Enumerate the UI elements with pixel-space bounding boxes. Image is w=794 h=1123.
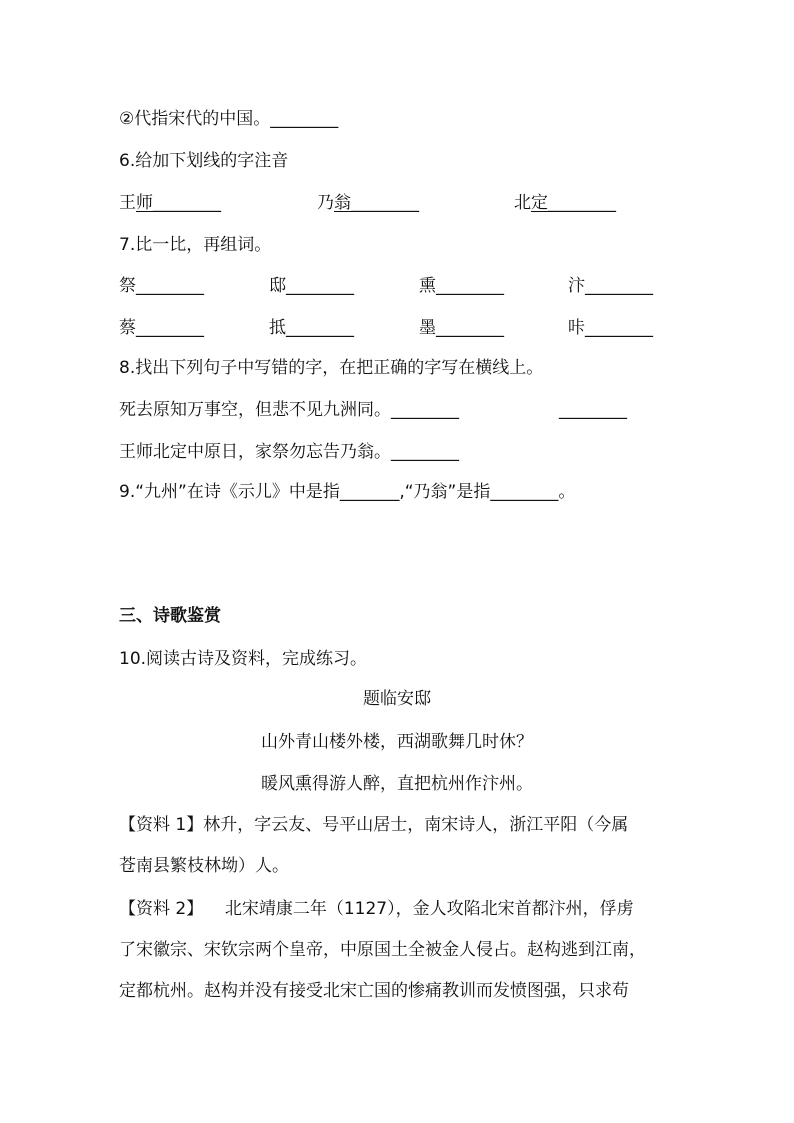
q7-word: 蔡________ [119,318,204,338]
section-heading: 三、诗歌鉴赏 [119,606,221,626]
material-2: 【资料 2】 北宋靖康二年（1127），金人攻陷北宋首都汴州，俘虏 [119,899,634,919]
q6-item: 王师________ [119,193,221,213]
q7-word: 汴________ [568,276,653,296]
material-2-cont: 了宋徽宗、宋钦宗两个皇帝，中原国土全被金人侵占。赵构逃到江南， [119,940,646,960]
q7-word: 抵________ [269,318,354,338]
q8-title: 8.找出下列句子中写错的字，在把正确的字写在横线上。 [119,358,544,378]
material-1: 【资料 1】林升，字云友、号平山居士，南宋诗人，浙江平阳（今属 [119,815,629,835]
underlined-char: 师 [136,193,153,213]
q7-word: 邸________ [269,276,354,296]
poem-line-2: 暖风熏得游人醉，直把杭州作汴州。 [261,774,533,794]
q7-word: 墨________ [419,318,504,338]
q6-item: 乃翁________ [317,193,419,213]
underlined-char: 翁 [334,193,351,213]
q5-item-2: ②代指宋代的中国。________ [119,109,339,129]
material-1-cont: 苍南县繁枝林坳）人。 [119,856,289,876]
q9: 9.“九州”在诗《示儿》中是指_______,“乃翁”是指________。 [119,482,576,502]
q6-item: 北定________ [514,193,616,213]
q7-word: 祭________ [119,276,204,296]
material-2-cont: 定都杭州。赵构并没有接受北宋亡国的惨痛教训而发愤图强，只求苟 [119,981,629,1001]
q7-title: 7.比一比，再组词。 [119,235,272,255]
q8-sentence-1: 死去原知万事空，但悲不见九洲同。________ [119,400,459,420]
poem-line-1: 山外青山楼外楼，西湖歌舞几时休？ [261,732,533,752]
q8-sentence-2: 王师北定中原日，家祭勿忘告乃翁。________ [119,442,459,462]
q6-title: 6.给加下划线的字注音 [119,151,289,171]
q7-word: 熏________ [419,276,504,296]
q7-word: 咔________ [568,318,653,338]
underlined-char: 定 [531,193,548,213]
q8-blank: ________ [559,400,627,420]
q10-title: 10.阅读古诗及资料，完成练习。 [119,649,368,669]
poem-title: 题临安邸 [363,689,431,709]
